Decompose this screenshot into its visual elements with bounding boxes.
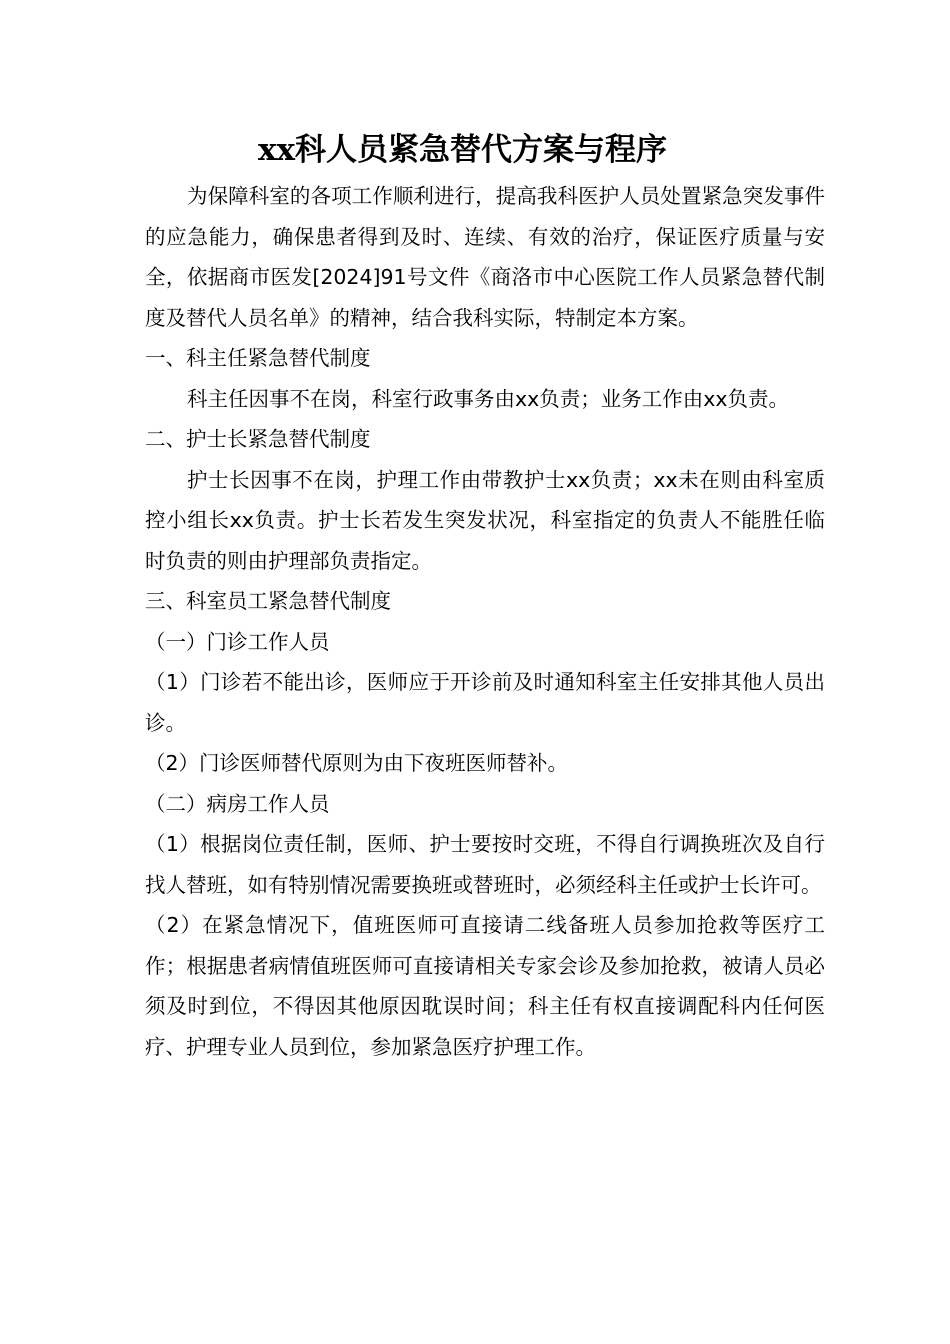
section-heading-staff: 三、科室员工紧急替代制度	[145, 589, 391, 613]
outpatient-item-2: （2）门诊医师替代原则为由下夜班医师替补。	[145, 751, 569, 775]
document-title: xx科人员紧急替代方案与程序	[258, 132, 667, 168]
section-text-head-nurse: 护士长因事不在岗，护理工作由带教护士xx负责；xx未在则由科室质控小组长xx负责。护士长若发生突发状况，科室指定的负责人不能胜任临时负责的则由护理部负责指定。	[145, 467, 825, 573]
outpatient-item-1: （1）门诊若不能出诊，医师应于开诊前及时通知科室主任安排其他人员出诊。	[145, 670, 825, 735]
intro-paragraph: 为保障科室的各项工作顺利进行，提高我科医护人员处置紧急突发事件的应急能力，确保患者得到及时、连续、有效的治疗，保证医疗质量与安全，依据商市医发[2024]91号文件《商洛市中心医院工作人员紧急替代制度及替代人员名单》的精神，结合我科实际，特制定本方案。	[145, 184, 825, 330]
document-body	[145, 176, 825, 1067]
subsection-heading-outpatient: （一）门诊工作人员	[145, 629, 330, 654]
section-heading-director: 一、科主任紧急替代制度	[145, 346, 371, 370]
ward-item-2: （2）在紧急情况下，值班医师可直接请二线备班人员参加抢救等医疗工作；根据患者病情值班医师可直接请相关专家会诊及参加抢救，被请人员必须及时到位，不得因其他原因耽误时间；科主任有权直接调配科内任何医疗、护理专业人员到位，参加紧急医疗护理工作。	[145, 913, 825, 1059]
ward-item-1: （1）根据岗位责任制，医师、护士要按时交班，不得自行调换班次及自行找人替班，如有特别情况需要换班或替班时，必须经科主任或护士长许可。	[145, 832, 825, 897]
section-text-director: 科主任因事不在岗，科室行政事务由xx负责；业务工作由xx负责。	[187, 386, 790, 411]
section-heading-head-nurse: 二、护士长紧急替代制度	[145, 427, 371, 451]
subsection-heading-ward: （二）病房工作人员	[145, 791, 330, 816]
